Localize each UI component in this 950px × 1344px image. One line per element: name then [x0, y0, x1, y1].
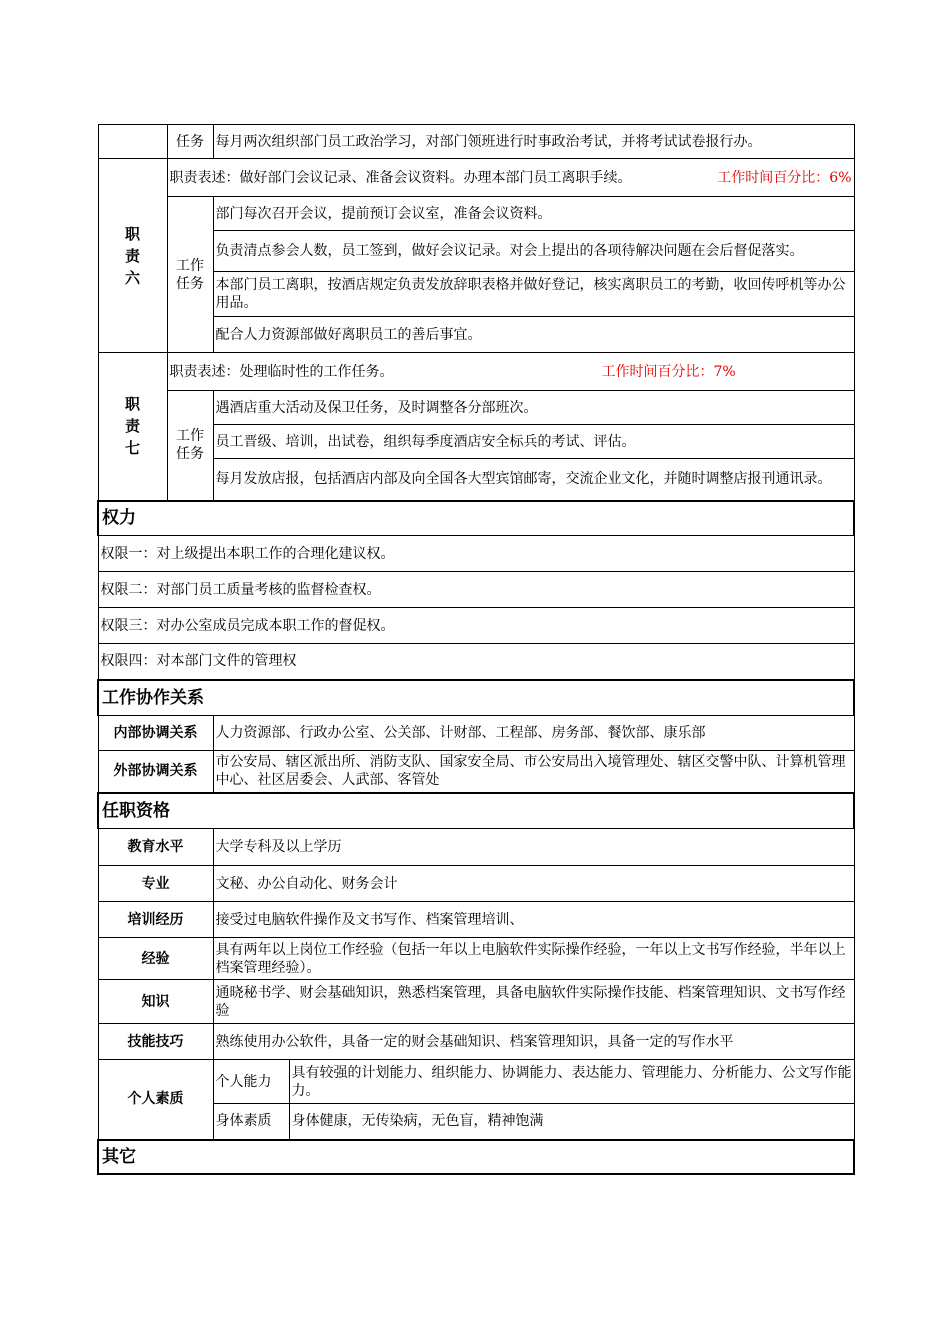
authority-item-3: 权限三：对办公室成员完成本职工作的督促权。 — [98, 608, 854, 644]
duty7-task-label-text: 工作任务 — [176, 428, 204, 463]
authority-row — [98, 644, 854, 680]
job-description-sheet — [97, 124, 853, 1175]
external-coop-label: 外部协调关系 — [98, 751, 213, 793]
duty6-task-row — [98, 197, 854, 231]
training-value: 接受过电脑软件操作及文书写作、档案管理培训、 — [213, 902, 854, 938]
duty7-label-text: 职责七 — [124, 395, 140, 458]
authority-item-2: 权限二：对部门员工质量考核的监督检查权。 — [98, 572, 854, 608]
major-label: 专业 — [98, 866, 213, 902]
knowledge-value: 通晓秘书学、财会基础知识，熟悉档案管理，具备电脑软件实际操作技能、档案管理知识、文书写作经验 — [213, 980, 854, 1024]
qualification-row — [98, 938, 854, 980]
skills-value: 熟练使用办公软件，具备一定的财会基础知识、档案管理知识，具备一定的写作水平 — [213, 1024, 854, 1060]
duty6-task-label-text: 工作任务 — [176, 257, 204, 292]
duty6-label-text: 职责六 — [124, 224, 140, 287]
prev-duty-task-text: 每月两次组织部门员工政治学习，对部门领班进行时事政治考试，并将考试试卷报行办。 — [213, 125, 854, 159]
qualification-row — [98, 980, 854, 1024]
qualification-row — [98, 902, 854, 938]
personal-ability-row — [98, 1060, 854, 1104]
experience-label: 经验 — [98, 938, 213, 980]
prev-duty-task-row — [98, 125, 854, 159]
health-value: 身体健康，无传染病，无色盲，精神饱满 — [289, 1104, 854, 1140]
major-value: 文秘、办公自动化、财务会计 — [213, 866, 854, 902]
duty6-desc: 职责表述：做好部门会议记录、准备会议资料。办理本部门员工离职手续。 — [169, 169, 632, 186]
education-value: 大学专科及以上学历 — [213, 829, 854, 866]
external-coop-row — [98, 751, 854, 793]
qualification-header-row — [98, 793, 854, 829]
prev-duty-task-label: 任务 — [167, 125, 213, 159]
training-label: 培训经历 — [98, 902, 213, 938]
authority-header-row — [98, 501, 854, 536]
cooperation-title: 工作协作关系 — [98, 680, 854, 716]
authority-row — [98, 608, 854, 644]
duty6-desc-row — [98, 159, 854, 197]
internal-coop-row — [98, 716, 854, 751]
personal-quality-label: 个人素质 — [98, 1060, 213, 1140]
other-title: 其它 — [98, 1140, 854, 1174]
cooperation-header-row — [98, 680, 854, 716]
ability-value: 具有较强的计划能力、组织能力、协调能力、表达能力、管理能力、分析能力、公文写作能力。 — [289, 1060, 854, 1104]
internal-coop-value: 人力资源部、行政办公室、公关部、计财部、工程部、房务部、餐饮部、康乐部 — [213, 716, 854, 751]
duty6-task-3: 本部门员工离职，按酒店规定负责发放辞职表格并做好登记，核实离职员工的考勤，收回传呼机等办公用品。 — [213, 272, 854, 317]
duty6-task-2: 负责清点参会人数，员工签到，做好会议记录。对会上提出的各项待解决问题在会后督促落实。 — [213, 231, 854, 272]
qualification-row — [98, 1024, 854, 1060]
health-label: 身体素质 — [213, 1104, 289, 1140]
duty7-percent: 工作时间百分比：7% — [601, 363, 736, 380]
authority-item-1: 权限一：对上级提出本职工作的合理化建议权。 — [98, 536, 854, 572]
duty7-desc-cell — [167, 353, 854, 391]
duty7-task-2: 员工晋级、培训，出试卷，组织每季度酒店安全标兵的考试、评估。 — [213, 425, 854, 459]
authority-title: 权力 — [98, 501, 854, 536]
education-label: 教育水平 — [98, 829, 213, 866]
duty6-percent: 工作时间百分比：6% — [717, 169, 852, 186]
qualification-row — [98, 829, 854, 866]
duty6-desc-cell — [167, 159, 854, 197]
knowledge-label: 知识 — [98, 980, 213, 1024]
duty6-desc-wrap — [170, 169, 852, 187]
qualification-row — [98, 866, 854, 902]
experience-value: 具有两年以上岗位工作经验（包括一年以上电脑软件实际操作经验，一年以上文书写作经验，半年以上档案管理经验）。 — [213, 938, 854, 980]
duty7-desc: 职责表述：处理临时性的工作任务。 — [169, 363, 394, 380]
duty6-task-1: 部门每次召开会议，提前预订会议室，准备会议资料。 — [213, 197, 854, 231]
authority-row — [98, 572, 854, 608]
skills-label: 技能技巧 — [98, 1024, 213, 1060]
duty7-desc-row — [98, 353, 854, 391]
external-coop-value: 市公安局、辖区派出所、消防支队、国家安全局、市公安局出入境管理处、辖区交警中队、计算机管理中心、社区居委会、人武部、客管处 — [213, 751, 854, 793]
prev-duty-label-cell — [98, 125, 167, 159]
qualification-title: 任职资格 — [98, 793, 854, 829]
duty7-label — [98, 353, 167, 501]
duty6-label — [98, 159, 167, 353]
duty7-task-row — [98, 391, 854, 425]
job-description-table — [97, 124, 855, 1175]
internal-coop-label: 内部协调关系 — [98, 716, 213, 751]
duty7-task-1: 遇酒店重大活动及保卫任务，及时调整各分部班次。 — [213, 391, 854, 425]
duty7-task-3: 每月发放店报，包括酒店内部及向全国各大型宾馆邮寄，交流企业文化，并随时调整店报刊通讯录。 — [213, 459, 854, 501]
duty6-task-label — [167, 197, 213, 353]
duty6-task-4: 配合人力资源部做好离职员工的善后事宜。 — [213, 317, 854, 353]
duty7-task-label — [167, 391, 213, 501]
authority-row — [98, 536, 854, 572]
duty7-desc-wrap — [170, 363, 852, 381]
ability-label: 个人能力 — [213, 1060, 289, 1104]
other-header-row — [98, 1140, 854, 1174]
authority-item-4: 权限四：对本部门文件的管理权 — [98, 644, 854, 680]
